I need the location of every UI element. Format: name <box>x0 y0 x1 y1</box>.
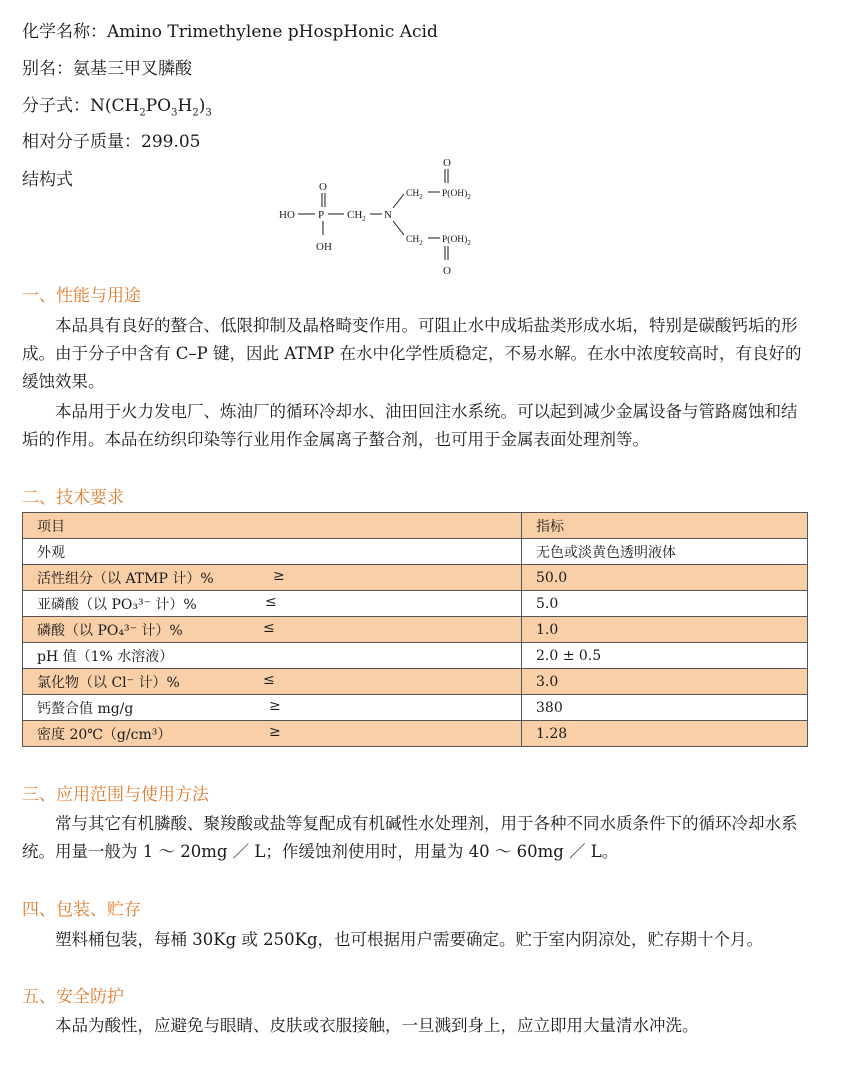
table-row: 外观 无色或淡黄色透明液体 <box>23 539 808 565</box>
structure-label: 结构式 <box>22 170 73 190</box>
top-ch2-label: $CH_2$ <box>406 189 423 201</box>
spec-table <box>22 512 808 747</box>
header-spec: 指标 <box>522 513 808 539</box>
table-row: 钙螯合值 mg/g ≥ 380 <box>23 695 808 721</box>
table-row: 亚磷酸（以 PO₃³⁻ 计）% ≤ 5.0 <box>23 591 808 617</box>
alias-label: 别名： <box>22 59 73 79</box>
section-1-title: 一、性能与用途 <box>22 286 141 306</box>
table-row: pH 值（1% 水溶液） 2.0 ± 0.5 <box>23 643 808 669</box>
section-3-paragraph: 常与其它有机膦酸、聚羧酸或盐等复配成有机碱性水处理剂，用于各种不同水质条件下的循环冷却水系统。用量一般为 1 ～ 20mg ／ L；作缓蚀剂使用时，用量为 40 ～ 60mg ／ L。 <box>22 814 798 861</box>
top-o-label: O <box>443 157 451 169</box>
formula-line <box>22 94 212 125</box>
table-header-row <box>23 513 808 539</box>
ho-label: HO <box>279 209 295 221</box>
section-5-paragraph: 本品为酸性，应避免与眼睛、皮肤或衣服接触，一旦溅到身上，应立即用大量清水冲洗。 <box>55 1016 699 1035</box>
section-4-paragraph: 塑料桶包装，每桶 30Kg 或 250Kg，也可根据用户需要确定。贮于室内阴凉处，贮存期十个月。 <box>55 930 764 949</box>
chemical-name-line <box>22 20 438 44</box>
left-o-label: O <box>319 181 327 193</box>
mass-label: 相对分子质量： <box>22 132 141 152</box>
structural-formula <box>270 150 510 280</box>
section-5-title: 五、安全防护 <box>22 987 124 1007</box>
alias-value: 氨基三甲叉膦酸 <box>73 59 192 79</box>
section-2-title: 二、技术要求 <box>22 488 124 508</box>
chemical-name-label: 化学名称： <box>22 22 107 42</box>
bottom-ch2-label: $CH_2$ <box>406 235 423 247</box>
oh-label: OH <box>316 241 332 253</box>
ch2-left-label: $CH_2$ <box>347 209 366 223</box>
formula-value: $N(CH_2PO_3H_2)_3$ <box>90 96 212 119</box>
chemical-name-value: Amino Trimethylene pHospHonic Acid <box>107 22 438 42</box>
bottom-p-label: $P(OH)_2$ <box>442 235 471 247</box>
table-row: 氯化物（以 Cl⁻ 计）% ≤ 3.0 <box>23 669 808 695</box>
table-row: 活性组分（以 ATMP 计）% ≥ 50.0 <box>23 565 808 591</box>
n-label: N <box>384 209 392 221</box>
formula-label: 分子式： <box>22 96 90 116</box>
section-1-paragraph-1: 本品具有良好的螯合、低限抑制及晶格畸变作用。可阻止水中成垢盐类形成水垢，特别是碳酸钙垢的形成。由于分子中含有 C–P 键，因此 ATMP 在水中化学性质稳定，不易水解。在水中浓度较高时，有良好的缓蚀效果。 <box>22 316 802 391</box>
molecular-mass-line <box>22 130 200 154</box>
bottom-o-label: O <box>443 265 451 277</box>
section-3-title: 三、应用范围与使用方法 <box>22 785 209 805</box>
alias-line <box>22 57 192 81</box>
section-1-paragraph-2: 本品用于火力发电厂、炼油厂的循环冷却水、油田回注水系统。可以起到减少金属设备与管路腐蚀和结垢的作用。本品在纺织印染等行业用作金属离子螯合剂，也可用于金属表面处理剂等。 <box>22 402 798 449</box>
mass-value: 299.05 <box>141 132 201 152</box>
header-item: 项目 <box>23 513 522 539</box>
top-p-label: $P(OH)_2$ <box>442 189 471 201</box>
table-row: 磷酸（以 PO₄³⁻ 计）% ≤ 1.0 <box>23 617 808 643</box>
left-p-label: P <box>318 209 325 221</box>
section-4-title: 四、包装、贮存 <box>22 900 141 920</box>
table-row: 密度 20℃（g/cm³） ≥ 1.28 <box>23 721 808 747</box>
